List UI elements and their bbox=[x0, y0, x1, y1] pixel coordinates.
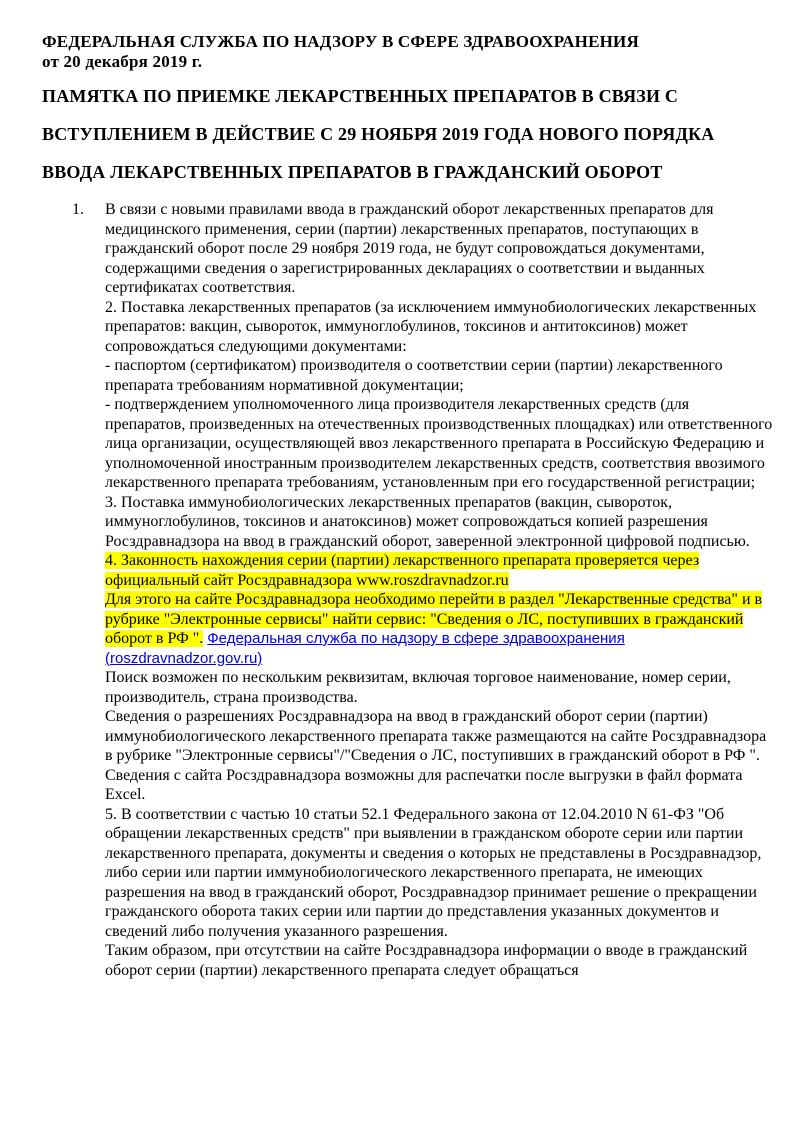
paragraph-6: Сведения о разрешениях Росздравнадзора на ввод в гражданский оборот серии (партии) иммунобиологического лекарственного препарата также размещаются на сайте Росздравнадзора в рубрике "Электронные сервисы"/"Сведения о ЛС, поступивших в гражданский оборот в РФ ". bbox=[105, 708, 767, 764]
paragraph-7: Сведения с сайта Росздравнадзора возможны для распечатки после выгрузки в файл формата Excel. bbox=[105, 766, 743, 803]
document-body bbox=[72, 200, 773, 980]
title-line-1: ПАМЯТКА ПО ПРИЕМКЕ ЛЕКАРСТВЕННЫХ ПРЕПАРАТОВ В СВЯЗИ С bbox=[42, 86, 679, 106]
highlighted-text-2: Для этого на сайте Росздравнадзора необходимо перейти в раздел "Лекарственные средства" и в рубрике "Электронные сервисы" найти сервис: "Сведения о ЛС, поступивших в гражданский оборот в РФ ". bbox=[105, 591, 763, 647]
paragraph-4 bbox=[105, 551, 773, 668]
paragraph-3: 3. Поставка иммунобиологических лекарственных препаратов (вакцин, сывороток, иммуноглобулинов, токсинов и анатоксинов) может сопровождаться копией разрешения Росздравнадзора на ввод в гражданский оборот, заверенной электронной цифровой подписью. bbox=[105, 493, 750, 550]
roszdravnadzor-link[interactable]: Федеральная служба по надзору в сфере здравоохранения (roszdravnadzor.gov.ru) bbox=[105, 630, 625, 667]
title-line-2: ВСТУПЛЕНИЕМ В ДЕЙСТВИЕ С 29 НОЯБРЯ 2019 ГОДА НОВОГО ПОРЯДКА bbox=[42, 124, 715, 144]
title-line-3: ВВОДА ЛЕКАРСТВЕННЫХ ПРЕПАРАТОВ В ГРАЖДАНСКИЙ ОБОРОТ bbox=[42, 162, 663, 182]
paragraph-item-1-text: В связи с новыми правилами ввода в гражданский оборот лекарственных препаратов для медицинского применения, серии (партии) лекарственных препаратов, поступающих в гражданский оборот после 29 ноября 2019 года, не будут сопровождаться документами, содержащими сведения о зарегистрированных декларациях о соответствии и выданных сертификатах соответствия. bbox=[105, 201, 714, 296]
org-name: ФЕДЕРАЛЬНАЯ СЛУЖБА ПО НАДЗОРУ В СФЕРЕ ЗДРАВООХРАНЕНИЯ bbox=[42, 32, 639, 51]
paragraph-5: Поиск возможен по нескольким реквизитам, включая торговое наименование, номер серии, производитель, страна производства. bbox=[105, 669, 731, 706]
paragraph-2-intro: 2. Поставка лекарственных препаратов (за исключением иммунобиологических лекарственных препаратов: вакцин, сывороток, иммуноглобулинов, токсинов и антитоксинов) может сопровождаться следующими документами: bbox=[105, 298, 757, 355]
list-item-number: 1. bbox=[72, 201, 84, 218]
paragraph-8: 5. В соответствии с частью 10 статьи 52.1 Федерального закона от 12.04.2010 N 61-ФЗ "Об обращении лекарственных средств" при выявлении в гражданском обороте серии или партии лекарственного препарата, документы и сведения о которых не представлены в Росздравнадзор, либо серии или партии иммунобиологического лекарственного препарата, не имеющих разрешения на ввод в гражданский оборот, Росздравнадзор принимает решение о прекращении гражданского оборота таких серии или партии до представления указанных документов и сведений либо получения указанного разрешения. bbox=[105, 805, 762, 940]
paragraph-2-bullet-2: - подтверждением уполномоченного лица производителя лекарственных средств (для препаратов, произведенных на отечественных производственных площадках) или ответственного лица организации, осуществляющей ввоз лекарственного препарата в Российскую Федерацию и уполномоченной иностранным производителем лекарственных средств, соответствия ввозимого лекарственного препарата требованиям, установленным при его государственной регистрации; bbox=[105, 396, 773, 491]
highlighted-text-1: 4. Законность нахождения серии (партии) лекарственного препарата проверяется через официальный сайт Росздравнадзора www.roszdravnadzor.ru bbox=[105, 552, 700, 589]
paragraph-2-bullet-1: - паспортом (сертификатом) производителя о соответствии серии (партии) лекарственного препарата требованиям нормативной документации; bbox=[105, 357, 723, 394]
paragraph-item-1 bbox=[72, 200, 773, 298]
paragraph-9: Таким образом, при отсутствии на сайте Росздравнадзора информации о вводе в гражданский оборот серии (партии) лекарственного препарата следует обращаться bbox=[105, 942, 748, 979]
document-title bbox=[42, 86, 772, 182]
document-header bbox=[42, 32, 772, 72]
date-line: от 20 декабря 2019 г. bbox=[42, 52, 203, 71]
